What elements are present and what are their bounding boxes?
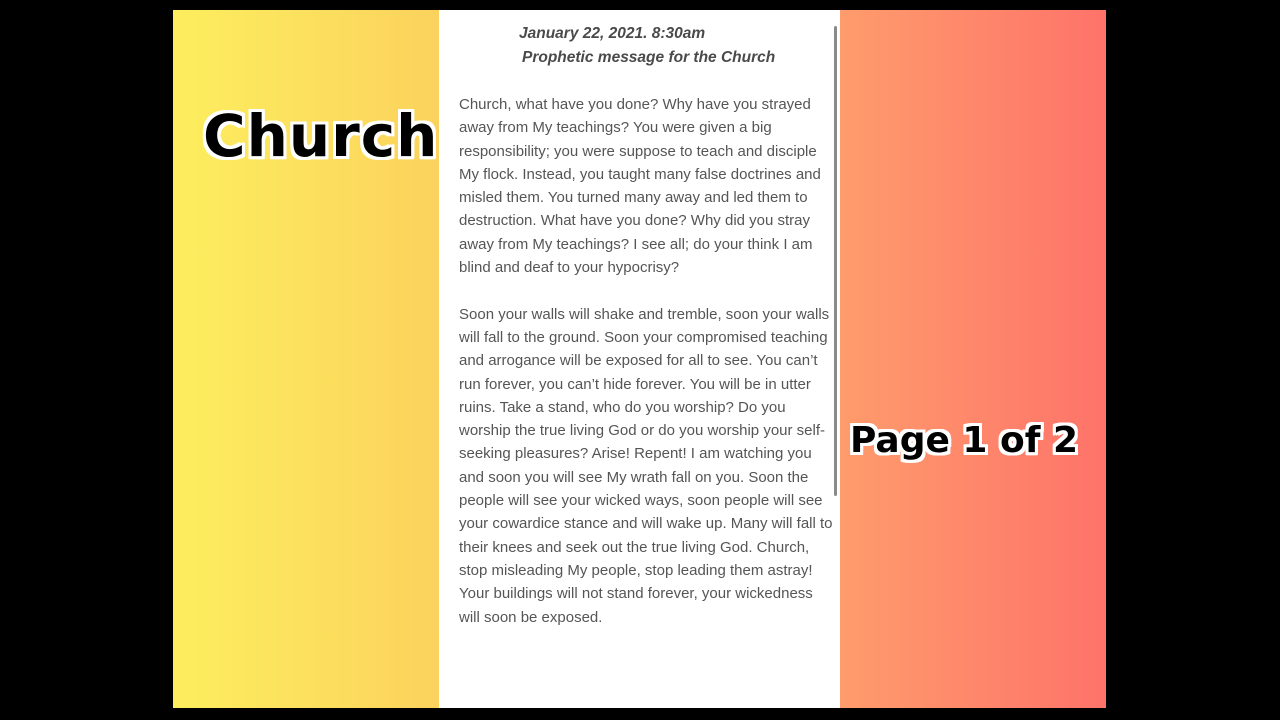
scrollbar[interactable]: [834, 26, 837, 496]
paragraph: Soon your walls will shake and tremble, soon your walls will fall to the ground. Soon your compromised teaching and arrogance will be exposed for all to see. You can’t run forever, you can’t hide forever. You will be in utter ruins. Take a stand, who do you worship? Do you worship the true living God or do you worship your self-seeking pleasures? Arise! Repent! I am watching you and soon you will see My wrath fall on you. Soon the people will see your wicked ways, soon people will see your cowardice stance and will wake up. Many will fall to their knees and seek out the true living God. Church, stop misleading My people, stop leading them astray! Your buildings will not stand forever, your wickedness will soon be exposed.: [459, 305, 833, 626]
document-body: [459, 93, 834, 652]
right-gradient-panel: [840, 10, 1106, 708]
page-indicator: Page 1 of 2: [850, 420, 1078, 461]
left-gradient-panel: [173, 10, 439, 708]
document-date: January 22, 2021. 8:30am: [519, 25, 706, 42]
document-subtitle: Prophetic message for the Church: [522, 49, 776, 66]
paragraph: Church, what have you done? Why have you strayed away from My teachings? You were given a big responsibility; you were suppose to teach and disciple My flock. Instead, you taught many false doctrines and misled them. You turned many away and led them to destruction. What have you done? Why did you stray away from My teachings? I see all; do your think I am blind and deaf to your hypocrisy?: [459, 96, 821, 277]
slide-title: Church: [203, 102, 439, 170]
document-screenshot: [439, 10, 840, 708]
slide: [173, 10, 1106, 708]
